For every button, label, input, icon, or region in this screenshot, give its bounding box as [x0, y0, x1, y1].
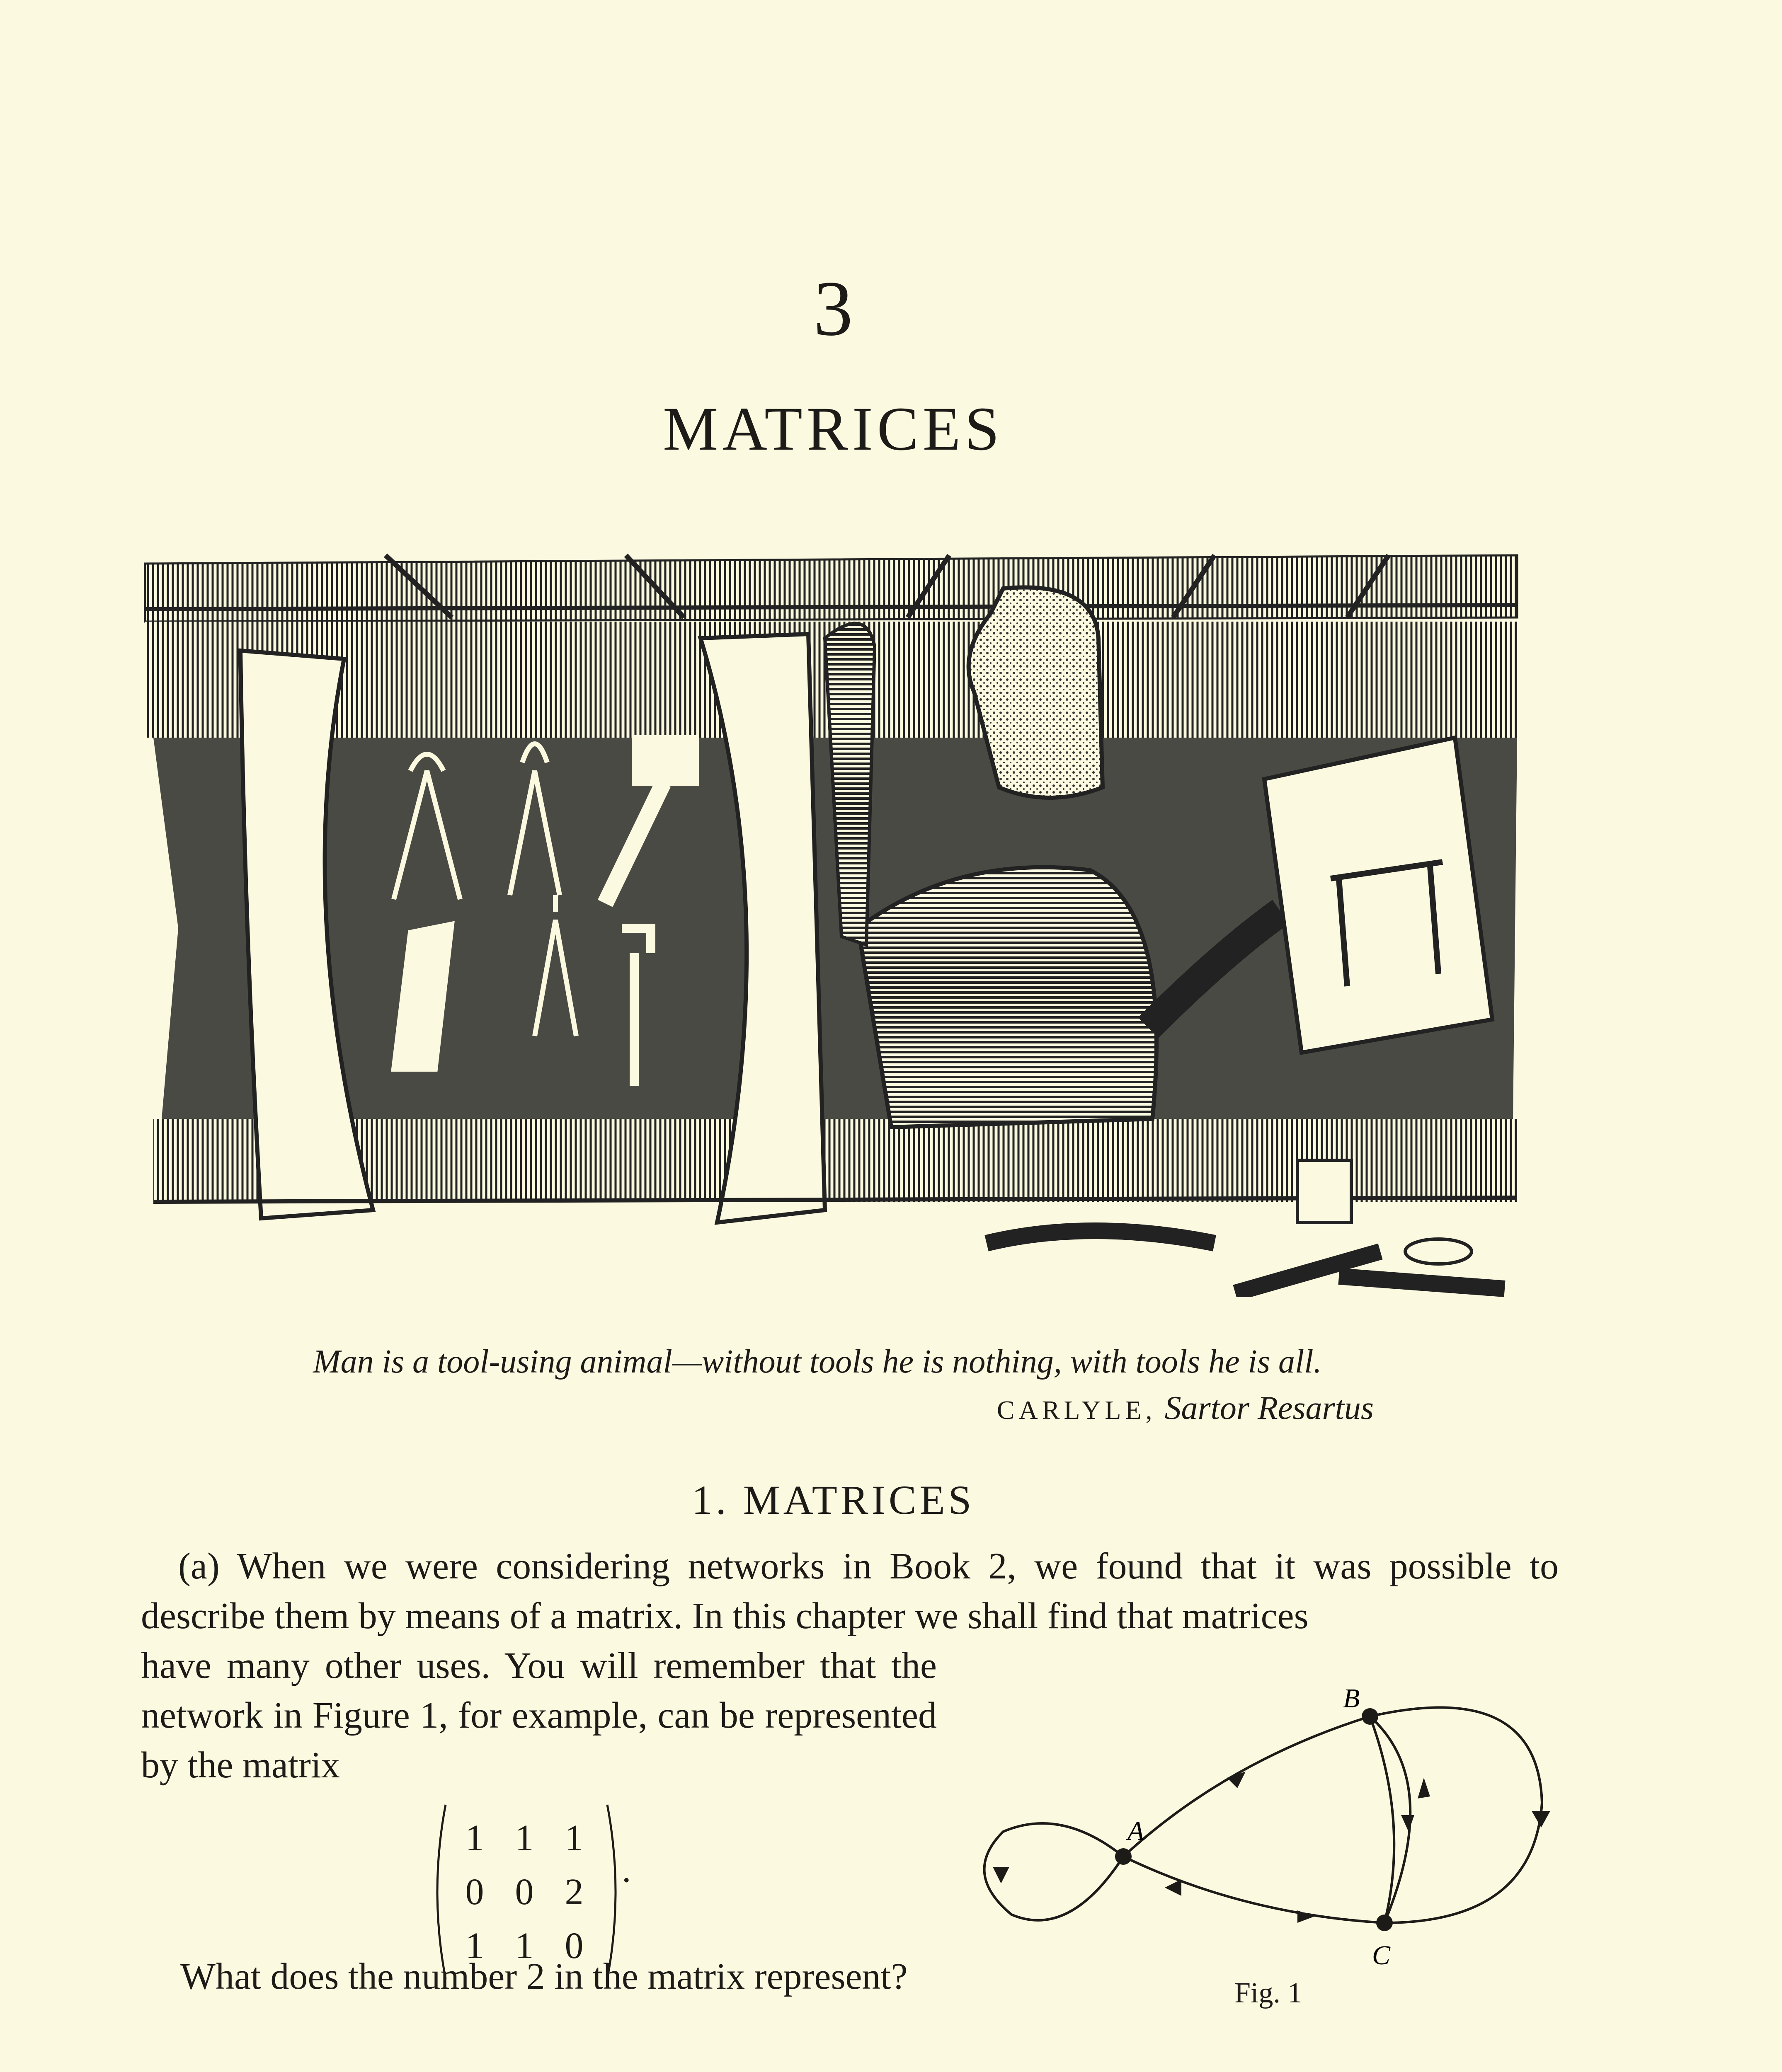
- node-c: [1376, 1915, 1393, 1931]
- matrix-cell: 1: [515, 1925, 534, 1966]
- matrix-cell: 0: [565, 1925, 584, 1966]
- epigraph-attribution: [997, 1385, 1374, 1433]
- label-c: C: [1372, 1940, 1391, 1970]
- arrow-inner-up: [1418, 1778, 1430, 1798]
- matrix-cell: 1: [515, 1817, 534, 1859]
- arrow-c-a: [1165, 1879, 1181, 1896]
- edge-b-c-inner-left: [1370, 1716, 1394, 1923]
- matrix-cell: 0: [465, 1871, 484, 1912]
- edge-a-c: [1123, 1857, 1384, 1923]
- label-b: B: [1343, 1683, 1360, 1714]
- chapter-title: MATRICES: [663, 395, 1004, 463]
- workshop-illustration: [137, 539, 1538, 1297]
- chapter-number: 3: [813, 265, 853, 352]
- edge-a-b: [1123, 1716, 1370, 1857]
- matrix-cell: 1: [465, 1925, 484, 1966]
- network-figure: [974, 1682, 1596, 1973]
- arrow-loop: [993, 1867, 1009, 1883]
- epigraph-quote: Man is a tool-using animal—without tools he is nothing, with tools he is all.: [313, 1343, 1322, 1380]
- figure-caption: Fig. 1: [1234, 1977, 1302, 2009]
- matrix-punctuation: .: [622, 1849, 631, 1890]
- paragraph-intro: (a) When we were considering networks in Book 2, we found that it was possible to describe them by means of a matrix. In this chapter we shall find that matrices: [141, 1546, 1559, 1636]
- label-a: A: [1127, 1816, 1144, 1846]
- epigraph-author: CARLYLE,: [996, 1395, 1156, 1425]
- matrix-cell: 1: [465, 1817, 484, 1859]
- matrix-cell: 0: [515, 1871, 534, 1912]
- matrix-cell: 1: [565, 1817, 584, 1859]
- paragraph-question: What does the number 2 in the matrix represent?: [180, 1956, 908, 1997]
- arrow-inner-down: [1401, 1815, 1414, 1832]
- node-b: [1362, 1708, 1378, 1725]
- epigraph-work: Sartor Resartus: [1164, 1390, 1374, 1426]
- arrow-outer: [1532, 1811, 1550, 1828]
- paragraph-data: [141, 2068, 1559, 2072]
- section-heading: 1. MATRICES: [691, 1477, 975, 1523]
- matrix-cell: 2: [565, 1871, 584, 1912]
- arrow-a-c: [1297, 1910, 1314, 1923]
- node-a: [1115, 1848, 1132, 1865]
- paragraph-intro-continued: have many other uses. You will remember that the network in Figure 1, for example, can be represented by the matrix: [141, 1645, 937, 1786]
- matrix-body: [450, 1811, 599, 1973]
